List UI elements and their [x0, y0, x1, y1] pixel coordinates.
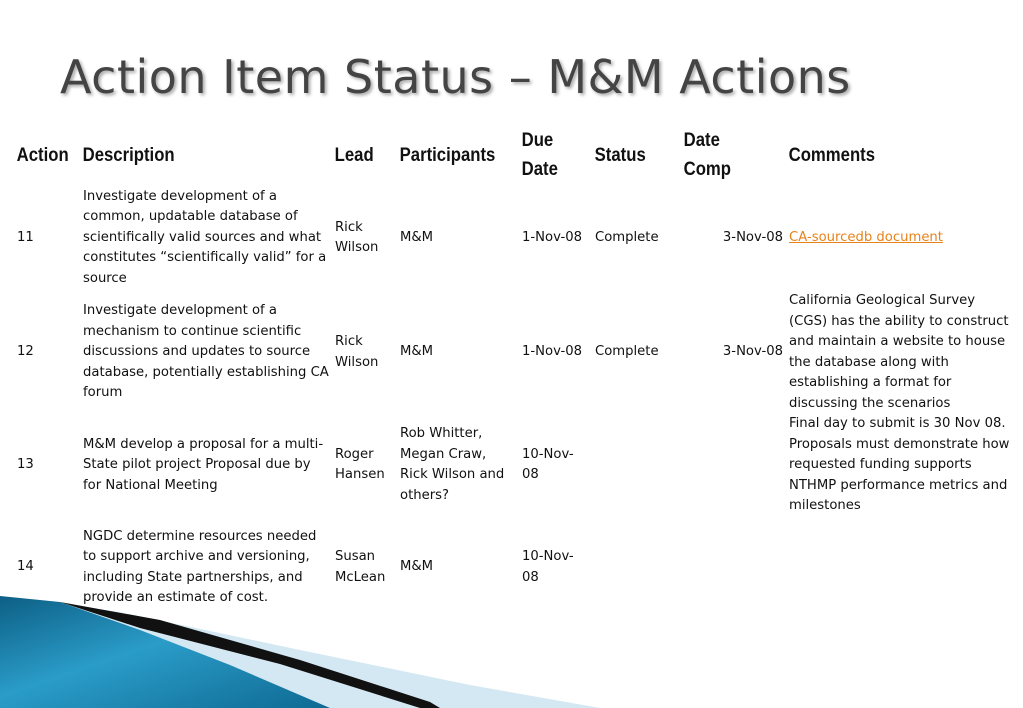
lead-cell: Susan McLean	[335, 549, 386, 585]
participants-cell: M&M	[400, 559, 434, 575]
column-header-status: Status	[594, 144, 646, 166]
description-cell: Investigate development of a mechanism to continue scientific discussions and updates to source database, potentially establishing CA forum	[83, 303, 329, 401]
column-header-date-comp: Date Comp	[683, 130, 732, 180]
date-comp-cell: 3-Nov-08	[722, 229, 783, 245]
column-header-description: Description	[82, 144, 175, 166]
table-header-row	[14, 125, 1018, 185]
comments-cell: California Geological Survey (CGS) has the ability to construct and maintain a website to house the database along with establishing a format for discussing the scenarios	[789, 293, 1009, 411]
column-header-due-date: Due Date	[521, 130, 558, 180]
column-header-comments: Comments	[788, 144, 876, 166]
column-header-lead: Lead	[334, 144, 374, 166]
lead-cell: Rick Wilson	[335, 219, 379, 255]
participants-cell: Rob Whitter, Megan Craw, Rick Wilson and others?	[400, 426, 505, 503]
date-comp-cell: 3-Nov-08	[722, 344, 783, 360]
due-date-cell: 1-Nov-08	[522, 344, 583, 360]
participants-cell: M&M	[400, 344, 434, 360]
status-cell: Complete	[595, 344, 659, 360]
ca-sourcedb-document-link[interactable]: CA-sourcedb document	[789, 229, 943, 245]
lead-cell: Rick Wilson	[335, 334, 379, 370]
table-row	[14, 185, 1018, 291]
due-date-cell: 10-Nov-08	[522, 446, 574, 483]
column-header-participants: Participants	[399, 144, 496, 166]
table-row	[14, 414, 1018, 517]
action-item-table	[14, 125, 1018, 619]
date-comp-cell	[681, 414, 786, 517]
participants-cell: M&M	[400, 229, 434, 245]
status-cell	[592, 414, 681, 517]
due-date-cell: 1-Nov-08	[522, 229, 583, 245]
action-item-table-container	[14, 125, 1018, 619]
comments-cell	[786, 185, 1018, 291]
description-cell: Investigate development of a common, updatable database of scientifically valid sources and what constitutes “scientifically valid” for a source	[83, 188, 327, 286]
description-cell: M&M develop a proposal for a multi-State pilot project Proposal due by for National Meeting	[83, 436, 324, 493]
slide-title: Action Item Status – M&M Actions	[60, 50, 851, 104]
comments-cell: Final day to submit is 30 Nov 08. Proposals must demonstrate how requested funding supports NTHMP performance metrics and milestones	[789, 416, 1010, 513]
action-number: 13	[17, 457, 34, 472]
action-number: 11	[17, 229, 34, 245]
column-header-action: Action	[16, 144, 69, 166]
description-cell: NGDC determine resources needed to support archive and versioning, including State partnerships, and provide an estimate of cost.	[83, 528, 317, 605]
status-cell: Complete	[595, 229, 659, 245]
due-date-cell: 10-Nov-08	[522, 549, 574, 585]
decorative-swoosh	[0, 590, 1023, 708]
action-number: 12	[17, 344, 34, 360]
action-number: 14	[17, 559, 34, 575]
lead-cell: Roger Hansen	[335, 446, 385, 483]
table-row	[14, 291, 1018, 414]
